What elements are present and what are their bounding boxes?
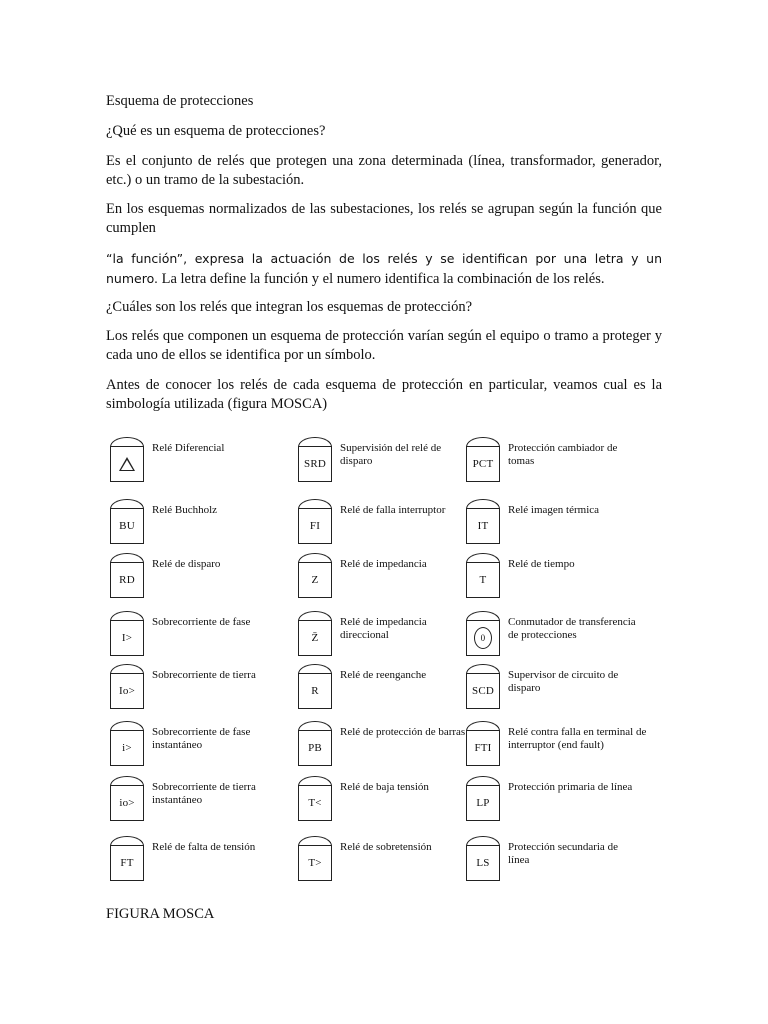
relay-code-box: Z: [298, 562, 332, 598]
function-rest-text: La letra define la función y el numero identifica la combinación de los relés.: [157, 271, 605, 287]
relay-label: Protección secundaria de línea: [508, 841, 618, 866]
relay-label: Relé de disparo: [152, 558, 221, 570]
relay-label: Relé de falta de tensión: [152, 841, 256, 853]
relay-label: Sobrecorriente de tierra instantáneo: [152, 781, 256, 806]
relay-code-box: SCD: [466, 673, 500, 709]
figure-caption: FIGURA MOSCA: [106, 906, 215, 922]
relay-code-box: PB: [298, 730, 332, 766]
paragraph-function: [106, 249, 662, 289]
relay-code-box: Z̄: [298, 620, 332, 656]
relay-code-box: LS: [466, 845, 500, 881]
function-sans-text: “la función”, expresa la actuación de los relés y se identifican por una letra y un numero.: [106, 251, 662, 286]
paragraph-components: Los relés que componen un esquema de protección varían según el equipo o tramo a proteger y cada uno de ellos se identifica por un símbolo.: [106, 328, 662, 363]
relay-code-box: Io>: [110, 673, 144, 709]
relay-code-box: I>: [110, 620, 144, 656]
relay-code-box: RD: [110, 562, 144, 598]
relay-code-box: i>: [110, 730, 144, 766]
relay-code-box: SRD: [298, 446, 332, 482]
relay-code-box: io>: [110, 785, 144, 821]
relay-label: Protección primaria de línea: [508, 781, 633, 793]
relay-label: Relé Diferencial: [152, 442, 225, 454]
relay-code-box: T: [466, 562, 500, 598]
paragraph-title: Esquema de protecciones: [106, 93, 254, 109]
ring-switch-icon: 0: [474, 627, 492, 649]
relay-label: Relé de falla interruptor: [340, 504, 446, 516]
relay-label: Supervisión del relé de disparo: [340, 442, 442, 467]
triangle-icon: [119, 457, 135, 471]
relay-label: Relé de reenganche: [340, 669, 427, 681]
relay-label: Protección cambiador de tomas: [508, 442, 618, 467]
relay-code-box: FI: [298, 508, 332, 544]
symbol-grid: [110, 430, 670, 890]
relay-code-box: T<: [298, 785, 332, 821]
relay-label: Relé imagen térmica: [508, 504, 600, 516]
relay-code-box: BU: [110, 508, 144, 544]
relay-label: Sobrecorriente de fase instantáneo: [152, 726, 251, 751]
relay-label: Sobrecorriente de tierra: [152, 669, 256, 681]
relay-code-box: T>: [298, 845, 332, 881]
relay-label: Relé contra falla en terminal de interruptor (end fault): [508, 726, 647, 751]
relay-label: Relé de impedancia: [340, 558, 427, 570]
relay-label: Supervisor de circuito de disparo: [508, 669, 619, 694]
relay-label: Relé de baja tensión: [340, 781, 429, 793]
paragraph-intro-figure: Antes de conocer los relés de cada esquema de protección en particular, veamos cual es la simbología utilizada (figura MOSCA): [106, 377, 662, 412]
relay-code-box: LP: [466, 785, 500, 821]
relay-label: Conmutador de transferencia de protecciones: [508, 616, 636, 641]
relay-code-box: R: [298, 673, 332, 709]
relay-code-box: IT: [466, 508, 500, 544]
relay-code-box: [110, 446, 144, 482]
relay-code-box: [466, 620, 500, 656]
relay-label: Relé Buchholz: [152, 504, 218, 516]
paragraph-question-1: ¿Qué es un esquema de protecciones?: [106, 123, 326, 139]
relay-label: Relé de tiempo: [508, 558, 575, 570]
relay-label: Relé de protección de barras: [340, 726, 466, 738]
relay-code-box: FT: [110, 845, 144, 881]
relay-label: Relé de sobretensión: [340, 841, 432, 853]
paragraph-definition: Es el conjunto de relés que protegen una zona determinada (línea, transformador, generador, etc.) o un tramo de la subestación.: [106, 153, 662, 188]
paragraph-question-2: ¿Cuáles son los relés que integran los esquemas de protección?: [106, 299, 473, 315]
relay-label: Relé de impedancia direccional: [340, 616, 427, 641]
relay-label: Sobrecorriente de fase: [152, 616, 251, 628]
relay-code-box: PCT: [466, 446, 500, 482]
paragraph-grouping: En los esquemas normalizados de las subestaciones, los relés se agrupan según la función que cumplen: [106, 201, 662, 236]
relay-code-box: FTI: [466, 730, 500, 766]
